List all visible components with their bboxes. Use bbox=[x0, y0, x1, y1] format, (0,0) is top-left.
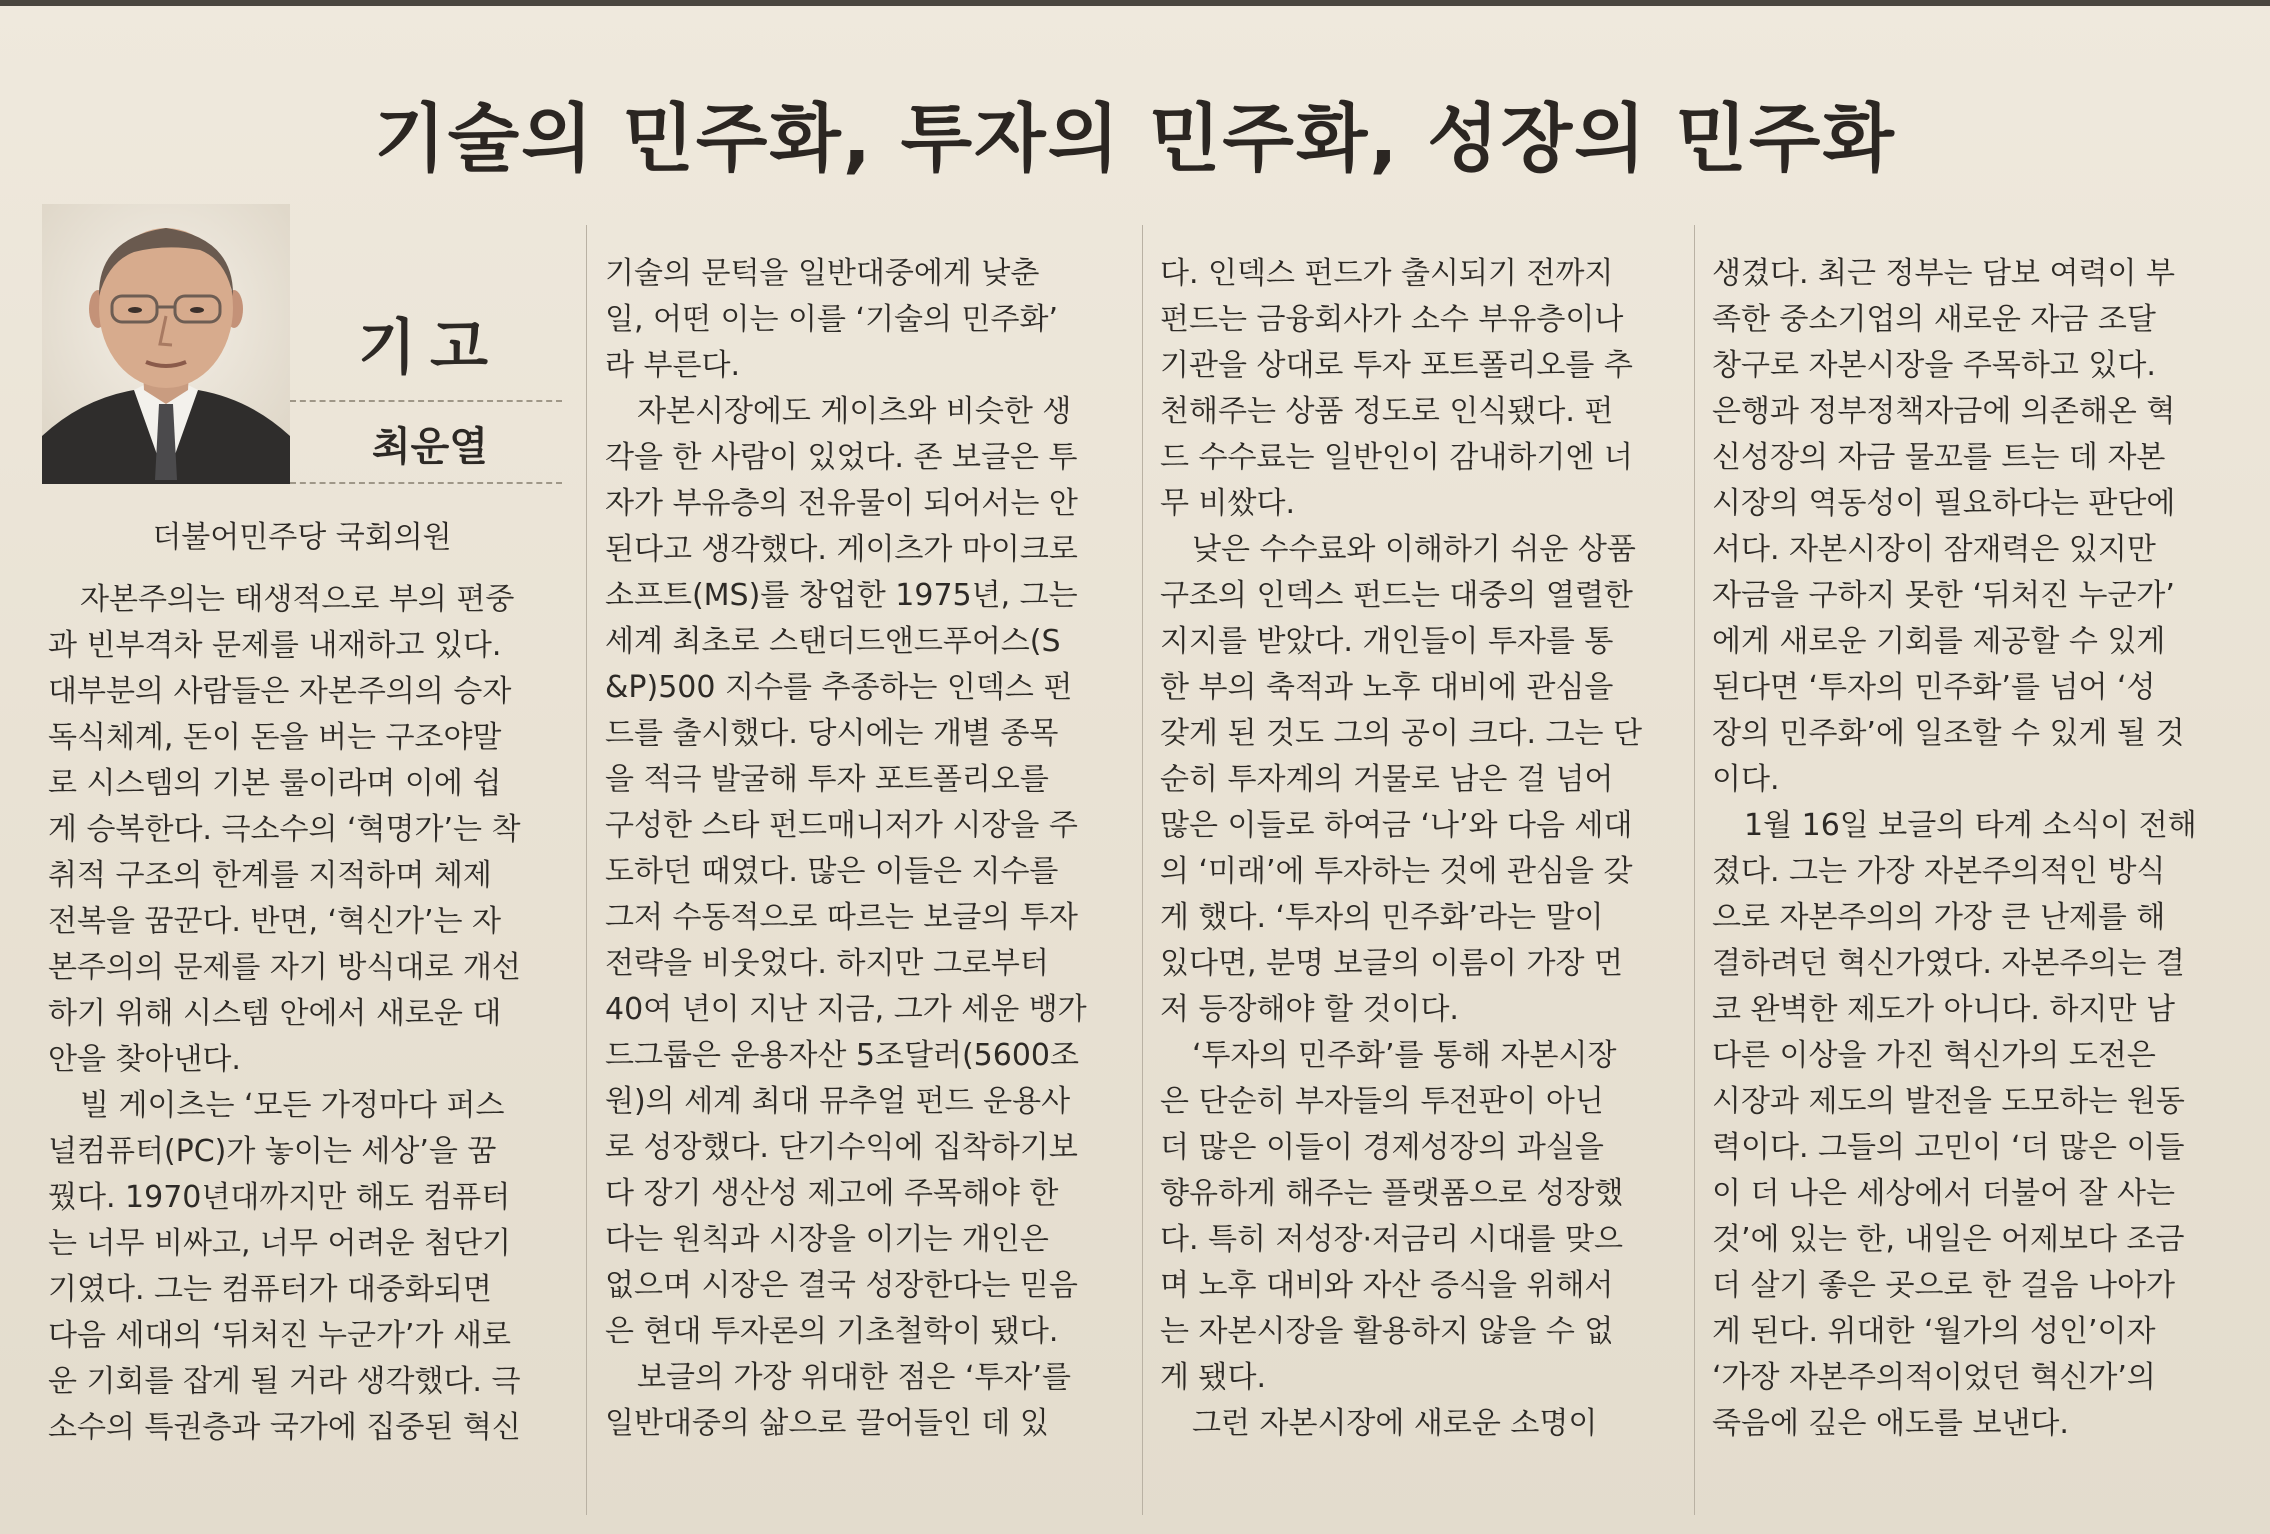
article-line: 로 시스템의 기본 룰이라며 이에 쉽 bbox=[48, 766, 502, 801]
article-line: &P)500 지수를 추종하는 인덱스 펀 bbox=[605, 670, 1073, 705]
author-portrait-icon bbox=[42, 204, 290, 484]
article-line: 구성한 스타 펀드매니저가 시장을 주 bbox=[605, 808, 1078, 843]
article-line: 취적 구조의 한계를 지적하며 체제 bbox=[48, 858, 492, 893]
article-line: 다음 세대의 ‘뒤처진 누군가’가 새로 bbox=[48, 1318, 511, 1353]
article-line: 으로 자본주의의 가장 큰 난제를 해 bbox=[1712, 900, 2166, 935]
article-line: 무 비쌌다. bbox=[1160, 486, 1295, 521]
article-line: 서다. 자본시장이 잠재력은 있지만 bbox=[1712, 532, 2156, 567]
article-line: 졌다. 그는 가장 자본주의적인 방식 bbox=[1712, 854, 2166, 889]
article-line: 다 장기 생산성 제고에 주목해야 한 bbox=[605, 1176, 1059, 1211]
article-column-4 bbox=[1712, 251, 2232, 1447]
article-line: 대부분의 사람들은 자본주의의 승자 bbox=[48, 674, 512, 709]
article-line: 구조의 인덱스 펀드는 대중의 열렬한 bbox=[1160, 578, 1633, 613]
article-line: 기였다. 그는 컴퓨터가 대중화되면 bbox=[48, 1272, 492, 1307]
article-line: 빌 게이츠는 ‘모든 가정마다 퍼스 bbox=[80, 1088, 505, 1123]
article-line: 장의 민주화’에 일조할 수 있게 될 것 bbox=[1712, 716, 2185, 751]
article-line: ‘가장 자본주의적이었던 혁신가’의 bbox=[1712, 1360, 2156, 1395]
article-line: 이 더 나은 세상에서 더불어 잘 사는 bbox=[1712, 1176, 2175, 1211]
article-line: 게 됐다. bbox=[1160, 1360, 1267, 1395]
author-affiliation: 더불어민주당 국회의원 bbox=[152, 520, 452, 555]
article-line: 족한 중소기업의 새로운 자금 조달 bbox=[1712, 302, 2156, 337]
article-line: 저 등장해야 할 것이다. bbox=[1160, 992, 1459, 1027]
article-line: 더 많은 이들이 경제성장의 과실을 bbox=[1160, 1130, 1604, 1165]
article-line: 창구로 자본시장을 주목하고 있다. bbox=[1712, 348, 2156, 383]
article-line: 일, 어떤 이는 이를 ‘기술의 민주화’ bbox=[605, 302, 1059, 337]
author-name: 최운열 bbox=[372, 424, 488, 470]
article-line: 전략을 비웃었다. 하지만 그로부터 bbox=[605, 946, 1049, 981]
article-line: 다. 인덱스 펀드가 출시되기 전까지 bbox=[1160, 256, 1614, 291]
article-line: 기관을 상대로 투자 포트폴리오를 추 bbox=[1160, 348, 1633, 383]
article-line: 은행과 정부정책자금에 의존해온 혁 bbox=[1712, 394, 2176, 429]
article-line: ‘투자의 민주화’를 통해 자본시장 bbox=[1192, 1038, 1617, 1073]
article-line: 널컴퓨터(PC)가 놓이는 세상’을 꿈 bbox=[48, 1134, 497, 1169]
article-line: 그저 수동적으로 따르는 보글의 투자 bbox=[605, 900, 1078, 935]
article-line: 시장과 제도의 발전을 도모하는 원동 bbox=[1712, 1084, 2185, 1119]
column-divider bbox=[586, 225, 587, 1515]
article-line: 많은 이들로 하여금 ‘나’와 다음 세대 bbox=[1160, 808, 1633, 843]
article-line: 도하던 때였다. 많은 이들은 지수를 bbox=[605, 854, 1059, 889]
column-divider bbox=[1142, 225, 1143, 1515]
article-line: 펀드는 금융회사가 소수 부유층이나 bbox=[1160, 302, 1624, 337]
article-line: 다. 특히 저성장·저금리 시대를 맞으 bbox=[1160, 1222, 1623, 1257]
article-line: 지지를 받았다. 개인들이 투자를 통 bbox=[1160, 624, 1614, 659]
article-column-3 bbox=[1160, 251, 1680, 1447]
article-line: 독식체계, 돈이 돈을 버는 구조야말 bbox=[48, 720, 502, 755]
article-line: 자금을 구하지 못한 ‘뒤처진 누군가’ bbox=[1712, 578, 2175, 613]
article-line: 신성장의 자금 물꼬를 트는 데 자본 bbox=[1712, 440, 2166, 475]
article-line: 본주의의 문제를 자기 방식대로 개선 bbox=[48, 950, 521, 985]
article-line: 40여 년이 지난 지금, 그가 세운 뱅가 bbox=[605, 992, 1087, 1027]
article-line: 1월 16일 보글의 타계 소식이 전해 bbox=[1744, 808, 2197, 843]
article-line: 결하려던 혁신가였다. 자본주의는 결 bbox=[1712, 946, 2185, 981]
article-line: 는 자본시장을 활용하지 않을 수 없 bbox=[1160, 1314, 1614, 1349]
article-line: 라 부른다. bbox=[605, 348, 740, 383]
article-line: 는 너무 비싸고, 너무 어려운 첨단기 bbox=[48, 1226, 511, 1261]
article-column-2 bbox=[605, 251, 1125, 1447]
article-line: 소수의 특권층과 국가에 집중된 혁신 bbox=[48, 1410, 521, 1445]
article-line: 력이다. 그들의 고민이 ‘더 많은 이들 bbox=[1712, 1130, 2185, 1165]
byline-divider bbox=[290, 482, 562, 484]
article-line: 보글의 가장 위대한 점은 ‘투자’를 bbox=[637, 1360, 1071, 1395]
article-line: 것’에 있는 한, 내일은 어제보다 조금 bbox=[1712, 1222, 2185, 1257]
article-line: 시장의 역동성이 필요하다는 판단에 bbox=[1712, 486, 2176, 521]
article-line: 게 승복한다. 극소수의 ‘혁명가’는 착 bbox=[48, 812, 521, 847]
article-line: 자본시장에도 게이츠와 비슷한 생 bbox=[637, 394, 1072, 429]
article-line: 각을 한 사람이 있었다. 존 보글은 투 bbox=[605, 440, 1078, 475]
article-line: 낮은 수수료와 이해하기 쉬운 상품 bbox=[1192, 532, 1636, 567]
article-line: 게 했다. ‘투자의 민주화’라는 말이 bbox=[1160, 900, 1604, 935]
article-line: 은 단순히 부자들의 투전판이 아닌 bbox=[1160, 1084, 1604, 1119]
article-line: 과 빈부격차 문제를 내재하고 있다. bbox=[48, 628, 502, 663]
article-line: 드 수수료는 일반인이 감내하기엔 너 bbox=[1160, 440, 1633, 475]
article-line: 하기 위해 시스템 안에서 새로운 대 bbox=[48, 996, 502, 1031]
article-line: 없으며 시장은 결국 성장한다는 믿음 bbox=[605, 1268, 1078, 1303]
column-divider bbox=[1694, 225, 1695, 1515]
top-rule bbox=[0, 0, 2270, 6]
article-line: 의 ‘미래’에 투자하는 것에 관심을 갖 bbox=[1160, 854, 1633, 889]
article-line: 기술의 문턱을 일반대중에게 낮춘 bbox=[605, 256, 1040, 291]
article-line: 운 기회를 잡게 될 거라 생각했다. 극 bbox=[48, 1364, 521, 1399]
article-line: 꿨다. 1970년대까지만 해도 컴퓨터 bbox=[48, 1180, 511, 1215]
article-line: 한 부의 축적과 노후 대비에 관심을 bbox=[1160, 670, 1614, 705]
article-column-1 bbox=[48, 577, 568, 1451]
article-line: 자본주의는 태생적으로 부의 편중 bbox=[80, 582, 515, 617]
article-line: 향유하게 해주는 플랫폼으로 성장했 bbox=[1160, 1176, 1624, 1211]
article-line: 다른 이상을 가진 혁신가의 도전은 bbox=[1712, 1038, 2156, 1073]
article-line: 있다면, 분명 보글의 이름이 가장 먼 bbox=[1160, 946, 1623, 981]
article-line: 드를 출시했다. 당시에는 개별 종목 bbox=[605, 716, 1059, 751]
article-line: 안을 찾아낸다. bbox=[48, 1042, 241, 1077]
article-line: 일반대중의 삶으로 끌어들인 데 있 bbox=[605, 1406, 1049, 1441]
article-line: 전복을 꿈꾼다. 반면, ‘혁신가’는 자 bbox=[48, 904, 502, 939]
article-line: 드그룹은 운용자산 5조달러(5600조 bbox=[605, 1038, 1079, 1073]
article-line: 에게 새로운 기회를 제공할 수 있게 bbox=[1712, 624, 2166, 659]
article-line: 며 노후 대비와 자산 증식을 위해서 bbox=[1160, 1268, 1614, 1303]
article-line: 된다면 ‘투자의 민주화’를 넘어 ‘성 bbox=[1712, 670, 2156, 705]
article-line: 이다. bbox=[1712, 762, 1780, 797]
article-line: 코 완벽한 제도가 아니다. 하지만 남 bbox=[1712, 992, 2175, 1027]
article-line: 원)의 세계 최대 뮤추얼 펀드 운용사 bbox=[605, 1084, 1071, 1119]
article-line: 게 된다. 위대한 ‘월가의 성인’이자 bbox=[1712, 1314, 2156, 1349]
article-line: 죽음에 깊은 애도를 보낸다. bbox=[1712, 1406, 2069, 1441]
section-label: 기고 bbox=[358, 313, 502, 383]
article-line: 다는 원칙과 시장을 이기는 개인은 bbox=[605, 1222, 1049, 1257]
article-line: 그런 자본시장에 새로운 소명이 bbox=[1192, 1406, 1598, 1441]
article-line: 세계 최초로 스탠더드앤드푸어스(S bbox=[605, 624, 1061, 659]
headline: 기술의 민주화, 투자의 민주화, 성장의 민주화 bbox=[374, 96, 1896, 182]
article-line: 은 현대 투자론의 기초철학이 됐다. bbox=[605, 1314, 1059, 1349]
article-line: 을 적극 발굴해 투자 포트폴리오를 bbox=[605, 762, 1049, 797]
article-line: 자가 부유층의 전유물이 되어서는 안 bbox=[605, 486, 1078, 521]
article-line: 로 성장했다. 단기수익에 집착하기보 bbox=[605, 1130, 1078, 1165]
article-line: 된다고 생각했다. 게이츠가 마이크로 bbox=[605, 532, 1078, 567]
article-line: 순히 투자계의 거물로 남은 걸 넘어 bbox=[1160, 762, 1614, 797]
article-line: 생겼다. 최근 정부는 담보 여력이 부 bbox=[1712, 256, 2175, 291]
article-line: 갖게 된 것도 그의 공이 크다. 그는 단 bbox=[1160, 716, 1643, 751]
article-line: 소프트(MS)를 창업한 1975년, 그는 bbox=[605, 578, 1078, 613]
article-line: 더 살기 좋은 곳으로 한 걸음 나아가 bbox=[1712, 1268, 2175, 1303]
article-line: 천해주는 상품 정도로 인식됐다. 펀 bbox=[1160, 394, 1614, 429]
byline-divider bbox=[290, 400, 562, 402]
